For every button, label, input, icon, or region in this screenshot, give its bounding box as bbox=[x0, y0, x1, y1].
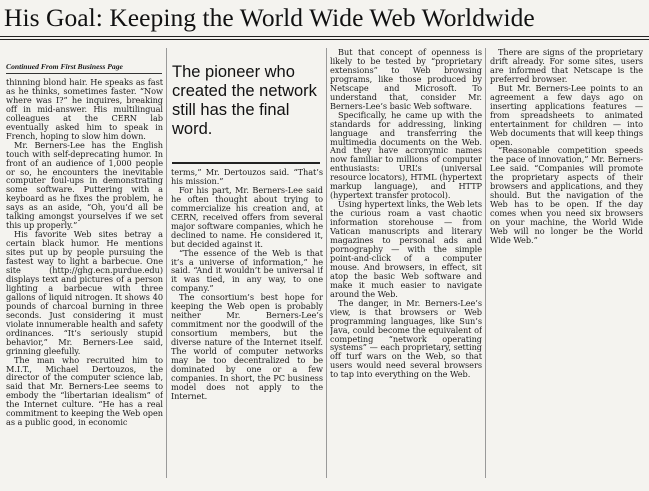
paragraph: terms,” Mr. Dertouzos said. “That’s his mission.” bbox=[171, 168, 323, 186]
paragraph: Mr. Berners-Lee has the English touch with self-deprecating humor. In front of an audience of 1,000 people or so, he encounters the inevitable computer foul-ups in demonstrating some software. Puttering with a keyboard as he fixes the problem, he says as an aside, “Oh, you’d all be talking amongst yourselves if we set this up properly.” bbox=[6, 139, 163, 231]
column-divider bbox=[166, 48, 167, 478]
paragraph: The consortium’s best hope for keeping the Web open is probably neither Mr. Berners-Lee’s commitment nor the goodwill of the consortium members, but the diverse nature of the Internet itself. The world of computer networks may be too decentralized to be dominated by one or a few companies. In short, the PC business model does not apply to the Internet. bbox=[171, 292, 323, 401]
paragraph: There are signs of the proprietary drift already. For some sites, users are informed that Netscape is the preferred browser. bbox=[490, 48, 643, 84]
paragraph: But that concept of openness is likely to be tested by “proprietary extensions” to Web browsing programs, like those produced by Netscape and Microsoft. To understand that, consider Mr. Berners-Lee’s basic Web software. bbox=[330, 48, 482, 111]
headline-rule-top bbox=[0, 36, 649, 37]
column-divider bbox=[326, 48, 327, 478]
paragraph: For his part, Mr. Berners-Lee said he often thought about trying to commercialize his creation and, at CERN, received offers from several major software companies, which he declined to name. He considered it, but decided against it. bbox=[171, 184, 323, 249]
paragraph: His favorite Web sites betray a certain black humor. He mentions sites put up by people pursuing the fastest way to light a barbecue. One site (http://ghg.ecn.purdue.edu) displays text and pictures of a person lighting a barbecue with three gallons of liquid nitrogen. It shows 40 pounds of charcoal burning in three seconds. Just considering it must violate innumerable health and safety ordinances. “It’s seriously stupid behavior,” Mr. Berners-Lee said, grinning gleefully. bbox=[6, 229, 163, 356]
column-divider bbox=[485, 48, 486, 478]
paragraph: The man who recruited him to M.I.T., Michael Dertouzos, the director of the computer science lab, said that Mr. Berners-Lee seems to embody the “libertarian idealism” of the Internet culture. “He has a real commitment to keeping the Web open as a public good, in economic bbox=[6, 354, 163, 428]
paragraph: Specifically, he came up with the standards for addressing, linking language and transferring the multimedia documents on the Web. And they have acronymic names now familiar to millions of computer enthusiasts: URL’s (universal resource locators), HTML (hypertext markup language), and HTTP (hypertext transfer protocol). bbox=[330, 109, 482, 201]
column-3 bbox=[330, 48, 482, 490]
column-4 bbox=[490, 48, 643, 490]
headline-rule-bottom bbox=[0, 39, 649, 40]
pull-quote-rule bbox=[172, 162, 320, 164]
paragraph: But Mr. Berners-Lee points to an agreement a few days ago on inserting applications features — from spreadsheets to animated entertainment for children — into Web documents that will keep things open. bbox=[490, 82, 643, 147]
paragraph: “Reasonable competition speeds the pace of innovation,” Mr. Berners-Lee said. “Companies will promote the proprietary aspects of their browsers and applications, and they should. But the navigation of the Web has to be open. If the day comes when you need six browsers on your machine, the World Wide Web will no longer be the World Wide Web.” bbox=[490, 145, 643, 246]
paragraph: “The essence of the Web is that it’s a universe of information,” he said. “And it wouldn’t be universal if it was tied, in any way, to one company.” bbox=[171, 247, 323, 294]
column-1 bbox=[6, 78, 163, 490]
pull-quote: The pioneer who created the network still has the final word. bbox=[172, 63, 317, 138]
column-2 bbox=[171, 168, 323, 490]
paragraph: thinning blond hair. He speaks as fast as he thinks, sometimes faster. “Now where was I?” he inquires, breaking off in mid-answer. His multilingual colleagues at the CERN lab eventually asked him to speak in French, hoping to slow him down. bbox=[6, 78, 163, 141]
continued-line: Continued From First Business Page bbox=[6, 62, 123, 71]
paragraph: Using hypertext links, the Web lets the curious roam a vast chaotic information storehouse — from Vatican manuscripts and literary magazines to personal ads and pornography — with the simple point-and-click of a computer mouse. And browsers, in effect, sit atop the basic Web software and make it much easier to navigate around the Web. bbox=[330, 199, 482, 299]
headline: His Goal: Keeping the World Wide Web Worldwide bbox=[4, 3, 535, 32]
paragraph: The danger, in Mr. Berners-Lee’s view, is that browsers or Web programming languages, like Sun’s Java, could become the equivalent of competing “network operating systems” — each proprietary, setting off turf wars on the Web, so that users would need several browsers to tap into everything on the Web. bbox=[330, 297, 482, 380]
continued-rule bbox=[6, 73, 162, 74]
